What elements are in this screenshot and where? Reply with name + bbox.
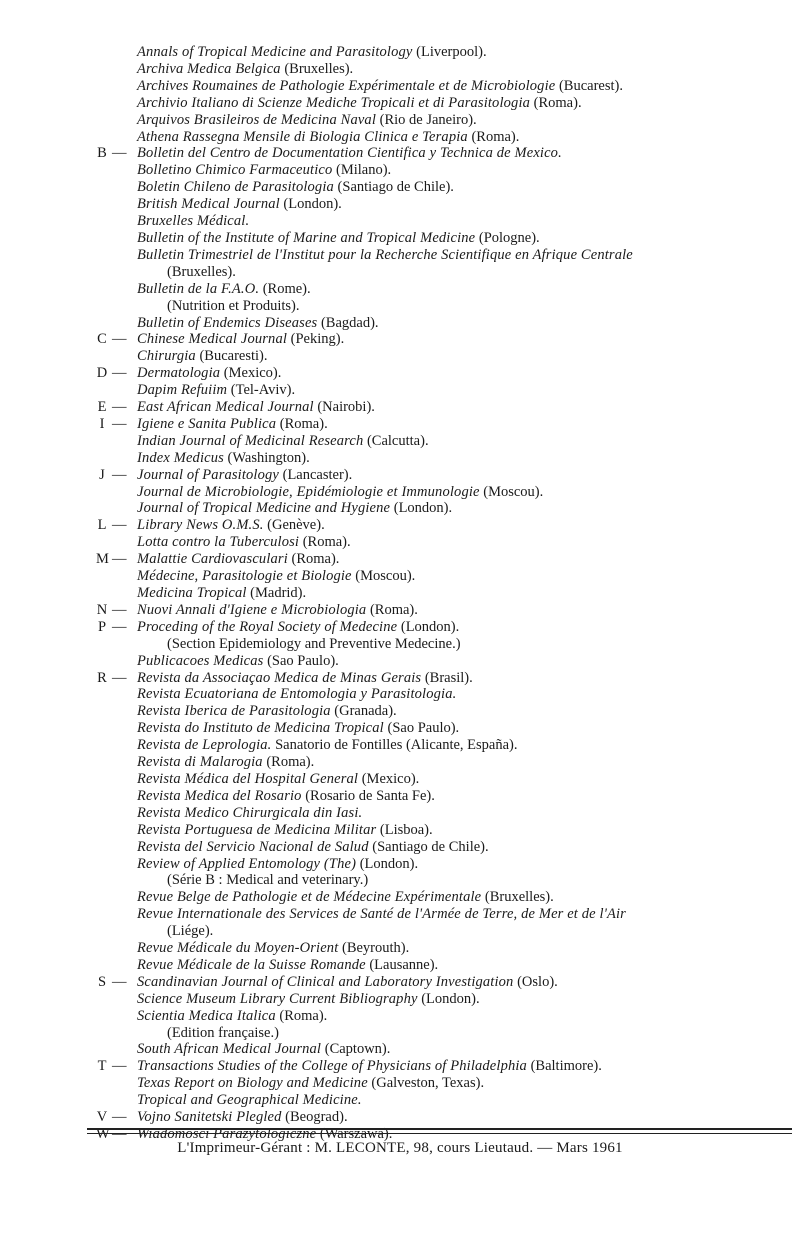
journal-entry: [137, 686, 737, 703]
section-dash: —: [112, 415, 127, 432]
journal-place: (Roma).: [275, 1007, 328, 1024]
journal-place: (Roma).: [467, 128, 520, 145]
journal-place: (Captown).: [321, 1041, 391, 1058]
section-dash: —: [112, 618, 127, 635]
journal-entry: [137, 1025, 737, 1042]
journal-place: (Série B : Medical and veterinary.): [167, 872, 369, 889]
section-dash: —: [112, 365, 127, 382]
letter-group: [0, 467, 800, 518]
journal-title: Bolletin del Centro de Documentation Cientifica y Technica de Mexico.: [137, 145, 562, 162]
journal-entry: [137, 196, 737, 213]
journal-title: Tropical and Geographical Medicine.: [137, 1092, 362, 1109]
journal-entry: [137, 856, 737, 873]
journal-title: Wiadomosci Parazytologiczne: [137, 1126, 317, 1142]
letter-group: [0, 551, 800, 602]
journal-entry: [137, 95, 737, 112]
journal-title: Igiene e Sanita Publica: [137, 415, 277, 432]
journal-place: (London).: [397, 618, 460, 635]
section-dash: —: [112, 551, 127, 568]
journal-title: Scandinavian Journal of Clinical and Laboratory Investigation: [137, 973, 514, 990]
letter-group: [0, 416, 800, 467]
journal-title: Revista da Associaçao Medica de Minas Gerais: [137, 669, 422, 686]
journal-place: (London).: [279, 196, 342, 213]
journal-place: (Lisboa).: [376, 821, 433, 838]
journal-place: (Galveston, Texas).: [367, 1075, 485, 1092]
journal-entry: [137, 703, 737, 720]
journal-title: Publicacoes Medicas: [137, 652, 264, 669]
journal-place: (Beograd).: [281, 1109, 348, 1126]
journal-title: Boletin Chileno de Parasitologia: [137, 179, 334, 196]
journal-entry: [137, 737, 737, 754]
journal-entry: [137, 78, 737, 95]
journal-place: (Roma).: [276, 415, 328, 432]
journal-place: (Bruxelles).: [167, 263, 236, 280]
letter-group: [0, 365, 800, 399]
journal-entry: [137, 1008, 737, 1025]
journal-place: (London).: [417, 990, 480, 1007]
imprint-line: L'Imprimeur-Gérant : M. LECONTE, 98, cours Lieutaud. — Mars 1961: [177, 1140, 623, 1156]
journal-title: Texas Report on Biology and Medicine: [137, 1075, 368, 1092]
journal-place: (Beyrouth).: [338, 940, 410, 957]
journal-entry: [137, 1109, 737, 1126]
journal-entry: [137, 484, 737, 501]
footer-rule-thin: [87, 1133, 792, 1134]
section-dash: —: [112, 1126, 127, 1142]
letter-group: [0, 1109, 800, 1126]
journal-place: (Tel-Aviv).: [227, 382, 296, 399]
journal-title: Bulletin Trimestriel de l'Institut pour la Recherche Scientifique en Afrique Centrale: [137, 246, 633, 263]
journal-entry: [137, 129, 737, 146]
journal-title: Revista Medica del Rosario: [137, 787, 302, 804]
journal-entry: [137, 213, 737, 230]
section-dash: —: [112, 669, 127, 686]
journal-place: (Genève).: [263, 517, 325, 534]
journal-title: Médecine, Parasitologie et Biologie: [137, 568, 352, 585]
journal-entry: [137, 382, 737, 399]
section-dash: —: [112, 1109, 127, 1126]
journal-place: (Roma).: [299, 534, 351, 551]
section-letter: I: [99, 415, 105, 432]
section-dash: —: [112, 601, 127, 618]
journal-entry: [137, 416, 737, 433]
journal-title: Revista Médica del Hospital General: [137, 770, 359, 787]
journal-place: (Madrid).: [246, 585, 307, 601]
journal-entry: [137, 974, 737, 991]
section-dash: —: [112, 145, 127, 162]
journal-title: Transactions Studies of the College of Physicians of Philadelphia: [137, 1058, 527, 1075]
journal-title: Revista Medico Chirurgicala din Iasi.: [137, 804, 363, 821]
journal-entry: [137, 298, 737, 315]
journal-place: (Lancaster).: [279, 466, 353, 483]
journal-place: (Bagdad).: [317, 314, 379, 331]
journal-title: Bulletin de la F.A.O.: [137, 280, 260, 297]
section-dash: —: [112, 331, 127, 348]
journal-title: Revista di Malarogia: [137, 754, 263, 771]
journal-title: Journal of Tropical Medicine and Hygiene: [137, 500, 391, 517]
journal-title: Vojno Sanitetski Plegled: [137, 1109, 282, 1126]
journal-entry: [137, 619, 737, 636]
journal-entry: [137, 957, 737, 974]
journal-title: Revista do Instituto de Medicina Tropical: [137, 720, 384, 737]
journal-entry: [137, 348, 737, 365]
journal-title: Revue Médicale du Moyen-Orient: [137, 940, 339, 957]
journal-place: (Washington).: [223, 449, 310, 466]
journal-title: Review of Applied Entomology (The): [137, 855, 357, 872]
journal-title: Nuovi Annali d'Igiene e Microbiologia: [137, 601, 367, 618]
journal-place: (Granada).: [330, 703, 397, 720]
journal-entry: [137, 923, 737, 940]
journal-entry: [137, 44, 737, 61]
journal-title: Arquivos Brasileiros de Medicina Naval: [137, 111, 377, 128]
journal-title: Lotta contro la Tuberculosi: [137, 534, 300, 551]
journal-place: (Roma).: [530, 94, 582, 111]
journal-title: Library News O.M.S.: [137, 517, 264, 534]
journal-title: Dermatologia: [137, 365, 221, 382]
journal-title: Chirurgia: [137, 348, 196, 365]
journal-place: (Oslo).: [513, 973, 558, 990]
section-letter: C: [97, 331, 107, 348]
journal-title: East African Medical Journal: [137, 399, 314, 416]
journal-title: Archivio Italiano di Scienze Mediche Tropicali et di Parasitologia: [137, 94, 531, 111]
journal-title: Science Museum Library Current Bibliography: [137, 990, 418, 1007]
journal-title: Revista Portuguesa de Medicina Militar: [137, 821, 377, 838]
section-letter: D: [96, 365, 108, 382]
journal-place: (Rosario de Santa Fe).: [301, 787, 435, 804]
section-letter: P: [97, 618, 107, 635]
journal-place: (Baltimore).: [526, 1058, 602, 1075]
section-letter: J: [99, 466, 105, 483]
journal-entry: [137, 281, 737, 298]
journal-entry: [137, 839, 737, 856]
journal-list: [0, 44, 800, 1143]
journal-entry: [137, 754, 737, 771]
journal-entry: [137, 517, 737, 534]
journal-entry: [137, 264, 737, 281]
journal-place: (Mexico).: [220, 365, 282, 382]
letter-group: [0, 974, 800, 1059]
section-letter: R: [97, 669, 107, 686]
section-letter: W: [96, 1126, 110, 1142]
section-letter: M: [96, 551, 109, 568]
journal-place: (Nutrition et Produits).: [167, 297, 300, 314]
section-letter: S: [97, 973, 107, 990]
journal-place: (Sao Paulo).: [383, 720, 460, 737]
journal-place: (Santiago de Chile).: [333, 179, 454, 196]
journal-title: Proceding of the Royal Society of Medecine: [137, 618, 398, 635]
journal-place: (Section Epidemiology and Preventive Medecine.): [167, 635, 461, 652]
journal-entry: [137, 788, 737, 805]
journal-place: (Santiago de Chile).: [368, 838, 489, 855]
journal-entry: [137, 602, 737, 619]
journal-place: (Mexico).: [358, 770, 420, 787]
journal-title: Archives Roumaines de Pathologie Expérimentale et de Microbiologie: [137, 77, 556, 94]
journal-title: Revista Iberica de Parasitologia: [137, 703, 331, 720]
journal-place: (Bucaresti).: [195, 348, 268, 365]
journal-title: Revue Médicale de la Suisse Romande: [137, 956, 366, 973]
journal-place: (Roma).: [366, 601, 418, 618]
journal-place: (Moscou).: [479, 483, 544, 500]
journal-title: Annals of Tropical Medicine and Parasitology: [137, 44, 413, 60]
journal-entry: [137, 162, 737, 179]
journal-title: Indian Journal of Medicinal Research: [137, 432, 364, 449]
journal-title: Revista Ecuatoriana de Entomologia y Parasitologia.: [137, 686, 457, 703]
journal-entry: [137, 433, 737, 450]
section-letter: N: [96, 601, 108, 618]
section-letter: E: [97, 399, 107, 416]
journal-entry: [137, 145, 737, 162]
journal-title: Scientia Medica Italica: [137, 1007, 276, 1024]
journal-title: Revista de Leprologia.: [137, 737, 272, 754]
journal-entry: [137, 991, 737, 1008]
section-letter: V: [96, 1109, 108, 1126]
journal-place: (Rio de Janeiro).: [376, 111, 477, 128]
journal-place: Sanatorio de Fontilles (Alicante, España).: [271, 737, 518, 754]
letter-group: [0, 145, 800, 331]
journal-place: (Calcutta).: [363, 432, 429, 449]
journal-entry: [137, 771, 737, 788]
journal-place: (Brasil).: [421, 669, 473, 686]
letter-group: [0, 44, 800, 145]
section-dash: —: [112, 1058, 127, 1075]
journal-place: (Nairobi).: [313, 399, 375, 416]
journal-place: (Rome).: [259, 280, 311, 297]
journal-entry: [137, 653, 737, 670]
section-dash: —: [112, 517, 127, 534]
section-dash: —: [112, 399, 127, 416]
journal-title: Journal de Microbiologie, Epidémiologie et Immunologie: [137, 483, 480, 500]
journal-entry: [137, 467, 737, 484]
journal-entry: [137, 805, 737, 822]
footer-rule-thick: [87, 1128, 792, 1130]
journal-entry: [137, 112, 737, 129]
journal-title: Malattie Cardiovasculari: [137, 551, 288, 568]
journal-place: (Pologne).: [475, 229, 540, 246]
letter-group: [0, 602, 800, 619]
journal-entry: [137, 315, 737, 332]
journal-title: Bolletino Chimico Farmaceutico: [137, 162, 333, 179]
journal-title: Bruxelles Médical.: [137, 213, 250, 230]
journal-title: Revista del Servicio Nacional de Salud: [137, 838, 369, 855]
journal-place: (Roma).: [287, 551, 340, 568]
journal-entry: [137, 399, 737, 416]
journal-title: Medicina Tropical: [137, 585, 247, 601]
letter-group: [0, 517, 800, 551]
letter-group: [0, 331, 800, 365]
journal-title: Dapim Refuiim: [137, 382, 228, 399]
journal-place: (Bruxelles).: [280, 60, 354, 77]
journal-entry: [137, 331, 737, 348]
journal-title: Athena Rassegna Mensile di Biologia Clinica e Terapia: [137, 128, 468, 145]
journal-entry: [137, 720, 737, 737]
journal-entry: [137, 889, 737, 906]
journal-entry: [137, 247, 737, 264]
journal-title: Bulletin of Endemics Diseases: [137, 314, 318, 331]
journal-entry: [137, 940, 737, 957]
journal-entry: [137, 568, 737, 585]
journal-entry: [137, 822, 737, 839]
journal-entry: [137, 534, 737, 551]
journal-entry: [137, 450, 737, 467]
section-letter: L: [97, 517, 107, 534]
journal-entry: [137, 230, 737, 247]
section-dash: —: [112, 973, 127, 990]
journal-entry: [137, 585, 737, 602]
journal-entry: [137, 872, 737, 889]
journal-place: (Sao Paulo).: [263, 652, 339, 669]
journal-entry: [137, 1075, 737, 1092]
journal-title: Archiva Medica Belgica: [137, 60, 281, 77]
journal-entry: [137, 365, 737, 382]
journal-entry: [137, 179, 737, 196]
journal-place: (Roma).: [262, 754, 315, 771]
journal-entry: [137, 551, 737, 568]
journal-place: (Bucarest).: [555, 77, 623, 94]
journal-place: (Bruxelles).: [481, 889, 554, 906]
journal-place: (Peking).: [287, 331, 345, 348]
journal-entry: [137, 500, 737, 517]
journal-place: (Moscou).: [351, 568, 416, 585]
journal-entry: [137, 670, 737, 687]
journal-entry: [137, 61, 737, 78]
journal-place: (Liverpool).: [412, 44, 487, 60]
letter-group: [0, 1058, 800, 1109]
letter-group: [0, 670, 800, 974]
journal-entry: [137, 906, 737, 923]
journal-title: Chinese Medical Journal: [137, 331, 288, 348]
journal-title: British Medical Journal: [137, 196, 280, 213]
journal-entry: [137, 636, 737, 653]
journal-title: Bulletin of the Institute of Marine and Tropical Medicine: [137, 229, 476, 246]
journal-entry: [137, 1092, 737, 1109]
journal-title: Journal of Parasitology: [137, 466, 279, 483]
section-letter: T: [97, 1058, 107, 1075]
journal-place: (Edition française.): [167, 1024, 279, 1041]
journal-place: (Liége).: [167, 923, 214, 940]
journal-place: (Lausanne).: [365, 956, 439, 973]
journal-place: (Milano).: [332, 162, 392, 179]
journal-place: (London).: [356, 855, 419, 872]
section-letter: B: [97, 145, 107, 162]
journal-place: (Warszawa).: [316, 1126, 393, 1142]
letter-group: [0, 619, 800, 670]
journal-entry: [137, 1058, 737, 1075]
journal-title: Revue Internationale des Services de Santé de l'Armée de Terre, de Mer et de l'Air: [137, 906, 626, 923]
journal-place: (London).: [390, 500, 453, 517]
letter-group: [0, 399, 800, 416]
journal-title: Revue Belge de Pathologie et de Médecine Expérimentale: [137, 889, 482, 906]
journal-title: South African Medical Journal: [137, 1041, 322, 1058]
journal-entry: [137, 1041, 737, 1058]
journal-title: Index Medicus: [137, 449, 224, 466]
section-dash: —: [112, 466, 127, 483]
